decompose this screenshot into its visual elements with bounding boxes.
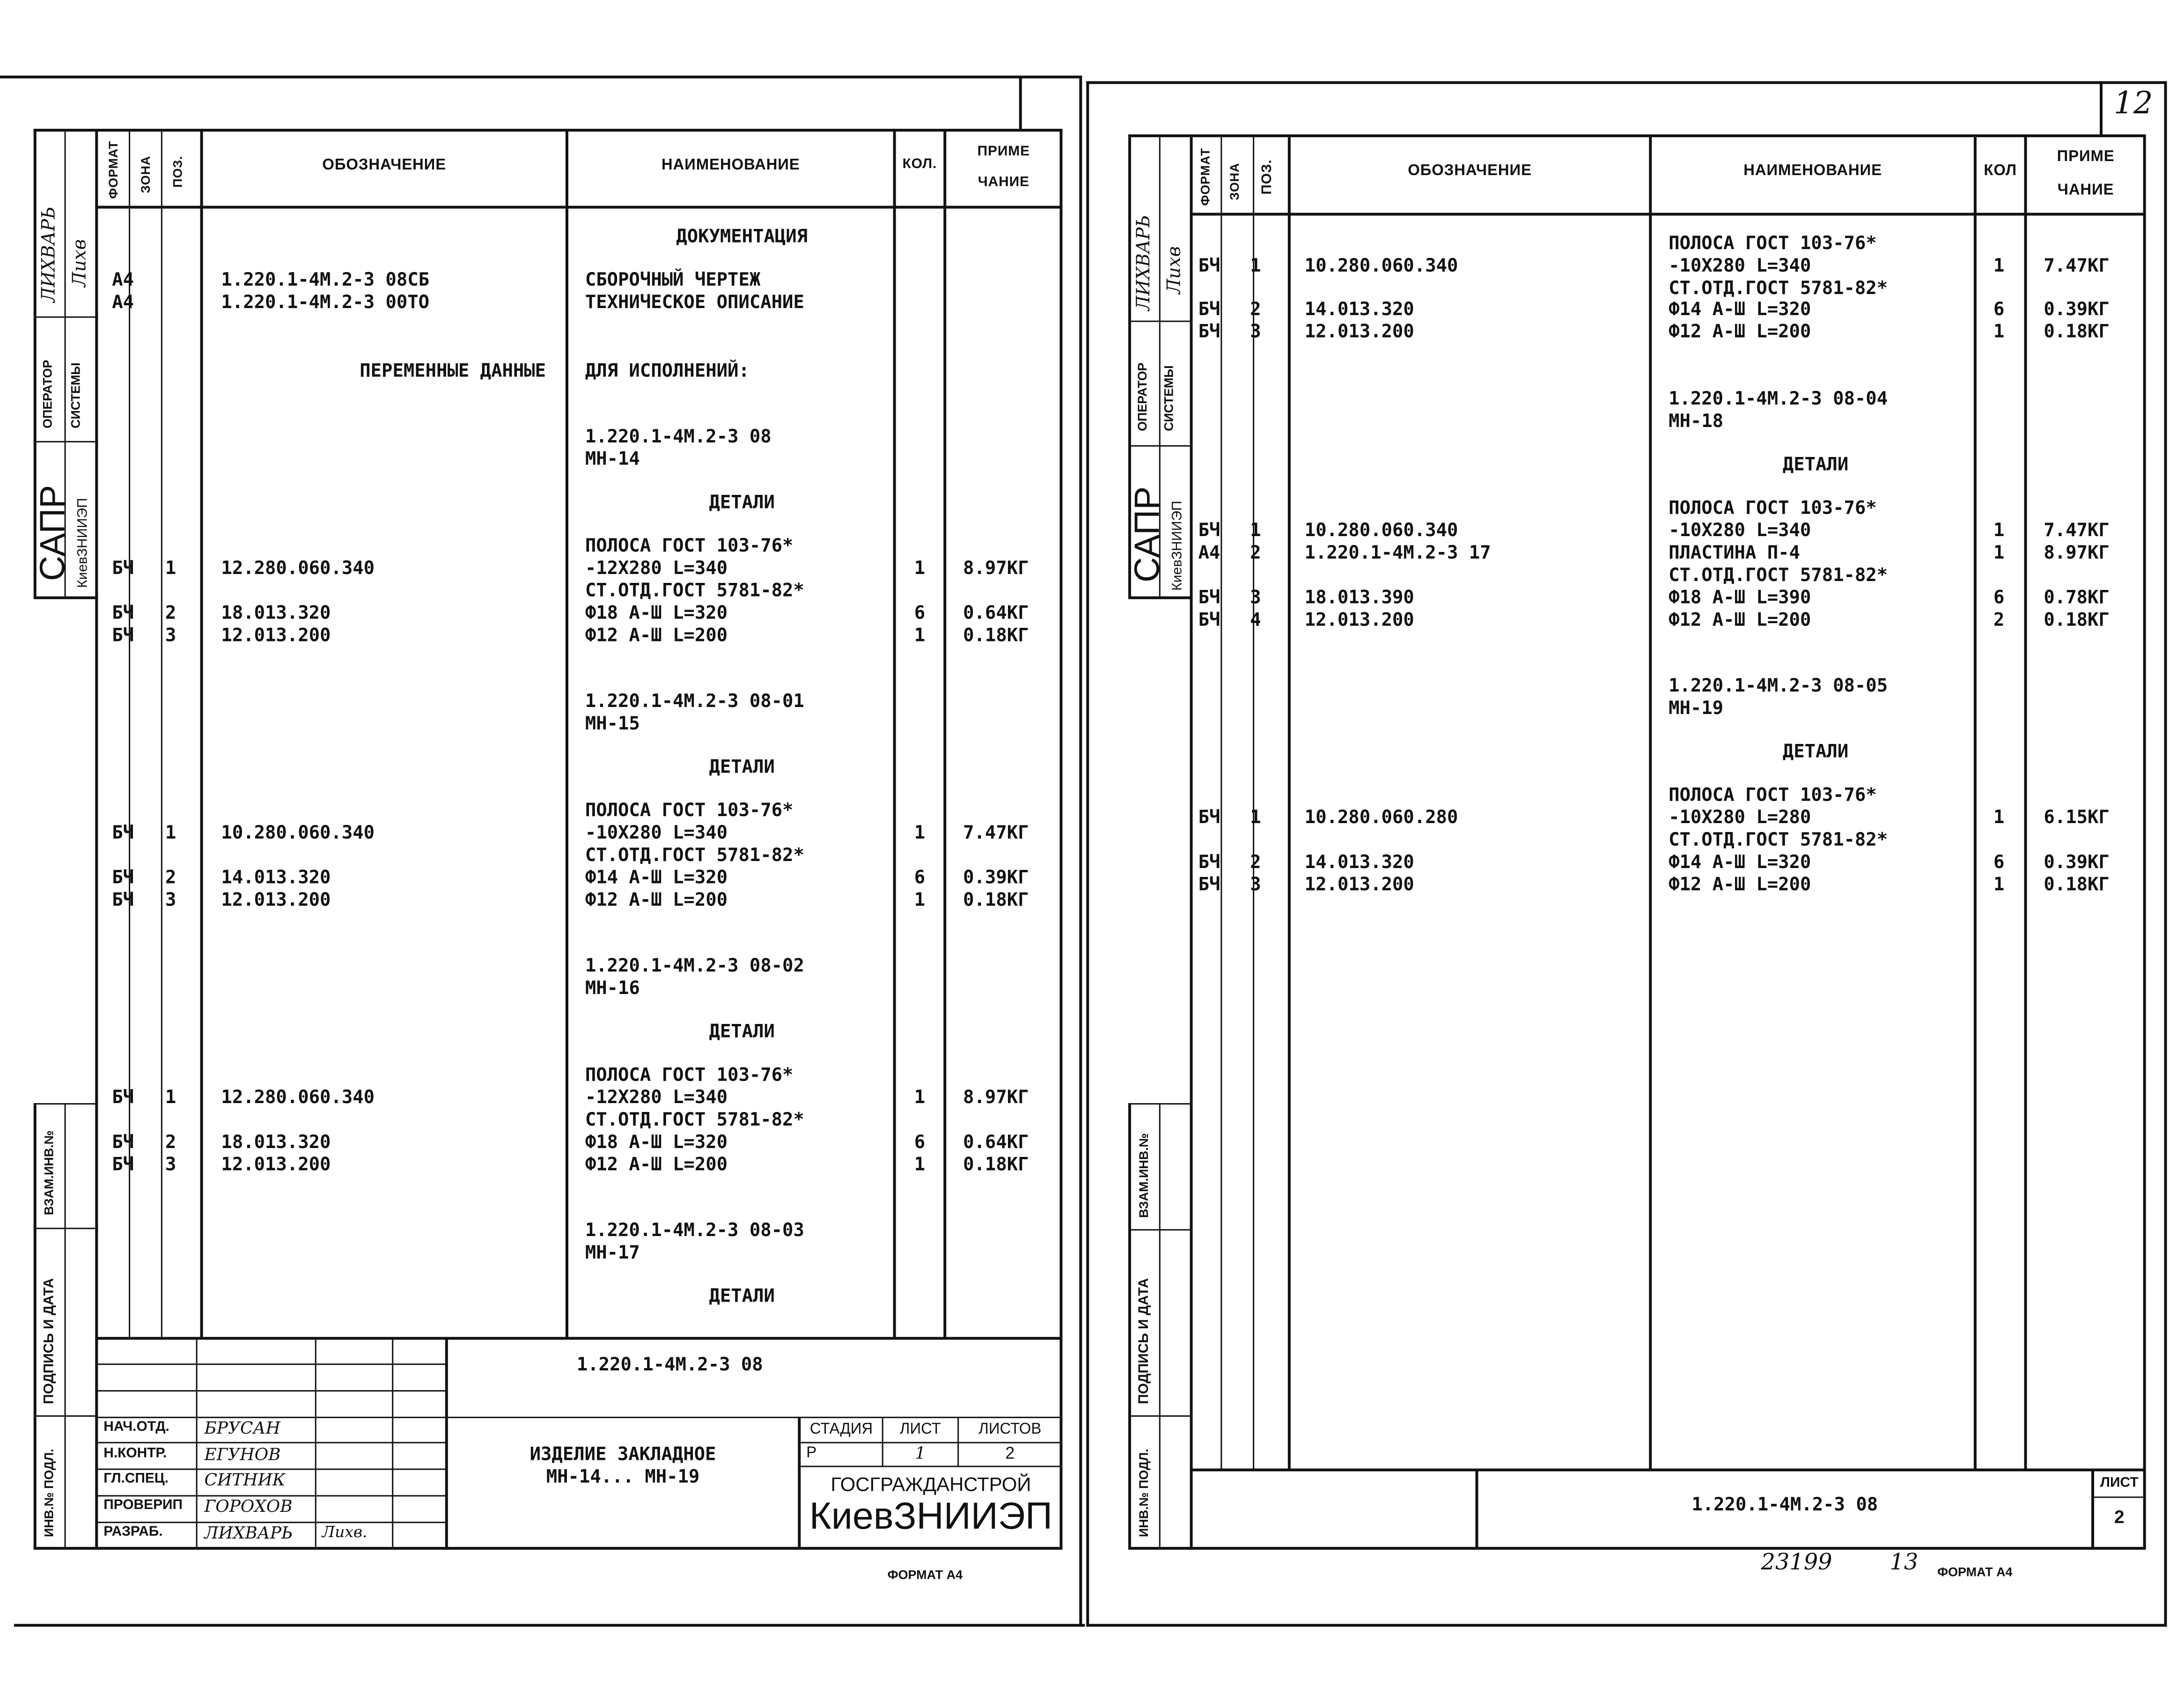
row-designation: 14.013.320 — [221, 868, 331, 889]
right-side-sapr: САПР — [1128, 486, 1168, 582]
row-name: 1.220.1-4М.2-3 08 — [585, 427, 772, 448]
row-format: БЧ — [112, 868, 134, 889]
row-name: -10Х280 L=340 — [1669, 521, 1811, 542]
row-format: БЧ — [112, 559, 134, 580]
row-name: ДЕТАЛИ — [1782, 455, 1849, 476]
row-designation: 12.013.200 — [1304, 875, 1414, 896]
row-name: Ф12 А-Ш L=200 — [1669, 875, 1811, 896]
row-qty: 1 — [914, 823, 926, 844]
header-name: НАИМЕНОВАНИЕ — [661, 156, 800, 174]
right-side-operator-2: СИСТЕМЫ — [1162, 365, 1176, 431]
row-format: БЧ — [1198, 322, 1221, 343]
row-name: Ф14 А-Ш L=320 — [1669, 299, 1811, 321]
left-doc-code: 1.220.1-4М.2-3 08 — [576, 1355, 763, 1377]
row-name: ПОЛОСА ГОСТ 103-76* — [1669, 785, 1877, 807]
row-format: БЧ — [112, 603, 134, 625]
row-qty: 6 — [1993, 852, 2005, 874]
right-side-podpis: ПОДПИСЬ И ДАТА — [1136, 1278, 1152, 1404]
row-qty: 1 — [1993, 543, 2005, 564]
side-institute: КиевЗНИИЭП — [75, 498, 91, 588]
header-format: ФОРМАТ — [106, 140, 121, 199]
right-format-label: ФОРМАТ А4 — [1937, 1565, 2013, 1579]
right-header-zone: ЗОНА — [1228, 162, 1242, 200]
row-note: 0.39КГ — [2044, 852, 2110, 874]
role-person: СИТНИК — [204, 1470, 286, 1490]
row-format: БЧ — [1198, 875, 1221, 896]
row-name: ДЕТАЛИ — [709, 1286, 775, 1308]
row-note: 0.18КГ — [963, 890, 1029, 912]
row-qty: 6 — [914, 1132, 926, 1154]
row-qty: 2 — [1993, 610, 2005, 632]
row-format: БЧ — [112, 1155, 134, 1176]
row-qty: 1 — [1993, 875, 2005, 896]
row-note: 0.39КГ — [2044, 299, 2110, 321]
right-side-operator-1: ОПЕРАТОР — [1135, 362, 1149, 431]
row-qty: 6 — [1993, 299, 2005, 321]
row-name: 1.220.1-4М.2-3 08-03 — [585, 1221, 804, 1242]
row-format: БЧ — [112, 1088, 134, 1109]
row-designation: 10.280.060.340 — [1304, 256, 1458, 278]
row-name: ДЕТАЛИ — [1782, 742, 1849, 763]
row-name: ДОКУМЕНТАЦИЯ — [676, 227, 808, 248]
role-label: ПРОВЕРИП — [103, 1498, 183, 1514]
row-name: ПОЛОСА ГОСТ 103-76* — [1669, 498, 1877, 520]
row-designation: 10.280.060.280 — [1304, 808, 1458, 829]
row-name: СТ.ОТД.ГОСТ 5781-82* — [1669, 565, 1888, 587]
right-sheet-label: ЛИСТ — [2100, 1475, 2139, 1491]
row-qty: 1 — [914, 1155, 926, 1176]
header-pos: ПОЗ. — [170, 155, 185, 188]
row-pos: 3 — [165, 626, 176, 647]
row-note: 6.15КГ — [2044, 808, 2110, 829]
side-signature: Лихв — [70, 239, 91, 287]
row-name: -10Х280 L=340 — [1669, 256, 1811, 278]
left-item-title-1: ИЗДЕЛИЕ ЗАКЛАДНОЕ — [529, 1444, 716, 1466]
row-name: ПЛАСТИНА П-4 — [1669, 543, 1800, 564]
row-note: 7.47КГ — [2044, 256, 2110, 278]
role-label: ГЛ.СПЕЦ. — [103, 1471, 169, 1487]
row-name: Ф14 А-Ш L=320 — [1669, 852, 1811, 874]
right-header-qty: КОЛ — [1984, 162, 2017, 179]
row-designation: 1.220.1-4М.2-3 17 — [1304, 543, 1491, 564]
row-format: БЧ — [112, 890, 134, 912]
row-name: 1.220.1-4М.2-3 08-02 — [585, 956, 804, 978]
side-name-handwritten: ЛИХВАРЬ — [39, 206, 60, 302]
row-name: СТ.ОТД.ГОСТ 5781-82* — [1669, 830, 1888, 851]
row-qty: 1 — [1993, 322, 2005, 343]
row-pos: 2 — [1250, 299, 1261, 321]
row-format: БЧ — [112, 823, 134, 844]
row-pos: 3 — [1250, 322, 1261, 343]
side-vzam: ВЗАМ.ИНВ.№ — [42, 1130, 56, 1215]
right-doc-code: 1.220.1-4М.2-3 08 — [1691, 1495, 1878, 1517]
row-name: 1.220.1-4М.2-3 08-05 — [1669, 676, 1888, 698]
row-format: А4 — [112, 270, 134, 291]
right-header-note-2: ЧАНИЕ — [2057, 182, 2114, 199]
header-note-2: ЧАНИЕ — [978, 175, 1029, 191]
row-format: БЧ — [1198, 588, 1221, 609]
row-name: ДЕТАЛИ — [709, 493, 775, 514]
row-designation: 12.013.200 — [221, 626, 331, 647]
right-side-vzam: ВЗАМ.ИНВ.№ — [1136, 1133, 1151, 1218]
row-name: СТ.ОТД.ГОСТ 5781-82* — [585, 845, 804, 867]
left-stage-label: СТАДИЯ — [809, 1421, 873, 1438]
row-pos: 2 — [165, 868, 176, 889]
row-pos: 2 — [165, 603, 176, 625]
row-qty: 1 — [1993, 808, 2005, 829]
row-designation: 18.013.390 — [1304, 588, 1414, 609]
row-qty: 6 — [1993, 588, 2005, 609]
row-designation: 14.013.320 — [1304, 299, 1414, 321]
row-name: Ф14 А-Ш L=320 — [585, 868, 728, 889]
right-side-signature: Лихв — [1164, 246, 1186, 294]
side-operator-2: СИСТЕМЫ — [68, 362, 83, 428]
row-note: 0.18КГ — [2044, 322, 2110, 343]
row-name: Ф18 А-Ш L=320 — [585, 1132, 728, 1154]
row-name: МН-14 — [585, 449, 640, 471]
row-format: БЧ — [1198, 299, 1221, 321]
role-label: Н.КОНТР. — [103, 1446, 167, 1462]
row-name: -12Х280 L=340 — [585, 1088, 728, 1109]
right-header-format: ФОРМАТ — [1198, 147, 1213, 206]
row-pos: 2 — [165, 1132, 176, 1154]
row-pos: 2 — [1250, 543, 1261, 564]
row-name: -10Х280 L=340 — [585, 823, 728, 844]
row-note: 8.97КГ — [963, 1088, 1029, 1109]
role-person: ЕГУНОВ — [204, 1444, 281, 1465]
row-name: Ф12 А-Ш L=200 — [585, 1155, 728, 1176]
row-designation: 14.013.320 — [1304, 852, 1414, 874]
left-sheets-label: ЛИСТОВ — [978, 1421, 1042, 1438]
row-pos: 3 — [1250, 588, 1261, 609]
row-designation: 1.220.1-4М.2-3 08СБ — [221, 270, 430, 291]
row-note: 8.97КГ — [963, 559, 1029, 580]
row-name: Ф12 А-Ш L=200 — [1669, 610, 1811, 632]
left-org-1: ГОСГРАЖДАНСТРОЙ — [831, 1472, 1031, 1495]
side-inv: ИНВ.№ ПОДЛ. — [42, 1449, 56, 1538]
row-name: -12Х280 L=340 — [585, 559, 728, 580]
row-qty: 1 — [1993, 256, 2005, 278]
row-note: 0.18КГ — [2044, 610, 2110, 632]
right-sheet: 2 — [2114, 1506, 2125, 1528]
right-archive-number: 23199 — [1761, 1548, 1832, 1575]
right-side-institute: КиевЗНИИЭП — [1170, 501, 1186, 591]
row-qty: 1 — [914, 626, 926, 647]
header-note-1: ПРИМЕ — [977, 144, 1030, 160]
row-name: МН-16 — [585, 979, 640, 1000]
right-side-name-handwritten: ЛИХВАРЬ — [1133, 215, 1155, 311]
row-format: БЧ — [1198, 256, 1221, 278]
right-header-note-1: ПРИМЕ — [2057, 148, 2115, 165]
row-format: БЧ — [112, 626, 134, 647]
row-qty: 6 — [914, 603, 926, 625]
row-note: 0.64КГ — [963, 1132, 1029, 1154]
side-operator-1: ОПЕРАТОР — [40, 360, 55, 428]
right-side-inv: ИНВ.№ ПОДЛ. — [1136, 1449, 1151, 1538]
row-note: 8.97КГ — [2044, 543, 2110, 564]
header-zone: ЗОНА — [139, 155, 153, 193]
row-format: БЧ — [112, 1132, 134, 1154]
right-header-pos: ПОЗ. — [1260, 159, 1275, 195]
row-format: БЧ — [1198, 852, 1221, 874]
row-designation: 12.280.060.340 — [221, 1088, 375, 1109]
row-note: 0.18КГ — [963, 626, 1029, 647]
right-archive-sheet: 13 — [1890, 1548, 1919, 1575]
row-name: 1.220.1-4М.2-3 08-04 — [1669, 389, 1888, 411]
row-name: Ф12 А-Ш L=200 — [585, 626, 728, 647]
row-name: СТ.ОТД.ГОСТ 5781-82* — [585, 581, 804, 602]
row-qty: 1 — [1993, 521, 2005, 542]
right-header-name: НАИМЕНОВАНИЕ — [1743, 162, 1882, 179]
right-header-designation: ОБОЗНАЧЕНИЕ — [1408, 162, 1532, 179]
row-note: 0.18КГ — [2044, 875, 2110, 896]
side-podpis: ПОДПИСЬ И ДАТА — [42, 1278, 58, 1404]
row-pos: 1 — [165, 559, 176, 580]
row-note: 7.47КГ — [2044, 521, 2110, 542]
row-name: МН-18 — [1669, 412, 1724, 433]
header-designation: ОБОЗНАЧЕНИЕ — [322, 156, 447, 174]
row-format: А4 — [1198, 543, 1221, 564]
row-format: БЧ — [1198, 808, 1221, 829]
role-label: РАЗРАБ. — [103, 1524, 163, 1540]
side-sapr: САПР — [33, 485, 73, 581]
left-sheets: 2 — [1005, 1443, 1015, 1463]
row-pos: 3 — [1250, 875, 1261, 896]
row-pos: 1 — [1250, 521, 1261, 542]
row-name: МН-17 — [585, 1243, 640, 1264]
row-pos: 1 — [1250, 808, 1261, 829]
row-note: 7.47КГ — [963, 823, 1029, 844]
row-qty: 1 — [914, 559, 926, 580]
row-name: ПОЛОСА ГОСТ 103-76* — [585, 536, 794, 558]
row-designation: 12.280.060.340 — [221, 559, 375, 580]
row-qty: 1 — [914, 890, 926, 912]
row-designation: 12.013.200 — [221, 1155, 331, 1176]
row-pos: 4 — [1250, 610, 1261, 632]
left-org-2: КиевЗНИИЭП — [809, 1495, 1052, 1538]
row-designation: ПЕРЕМЕННЫЕ ДАННЫЕ — [360, 361, 546, 383]
row-note: 0.64КГ — [963, 603, 1029, 625]
row-name: ПОЛОСА ГОСТ 103-76* — [585, 1065, 794, 1087]
row-pos: 1 — [165, 1088, 176, 1109]
row-qty: 6 — [914, 868, 926, 889]
row-designation: 12.013.200 — [221, 890, 331, 912]
role-person: ЛИХВАРЬ — [204, 1523, 293, 1543]
row-name: МН-15 — [585, 714, 640, 735]
row-designation: 10.280.060.340 — [221, 823, 375, 844]
row-note: 0.18КГ — [963, 1155, 1029, 1176]
row-name: СБОРОЧНЫЙ ЧЕРТЕЖ — [585, 270, 761, 291]
right-page-number: 12 — [2113, 87, 2153, 122]
row-designation: 18.013.320 — [221, 603, 331, 625]
row-name: ДЛЯ ИСПОЛНЕНИЙ: — [585, 361, 750, 383]
row-pos: 3 — [165, 1155, 176, 1176]
row-designation: 18.013.320 — [221, 1132, 331, 1154]
role-person: БРУСАН — [204, 1418, 280, 1438]
row-pos: 1 — [1250, 256, 1261, 278]
left-format-label: ФОРМАТ А4 — [887, 1568, 963, 1582]
row-designation: 1.220.1-4М.2-3 00ТО — [221, 292, 430, 314]
left-sheet: 1 — [915, 1443, 926, 1463]
row-name: Ф12 А-Ш L=200 — [1669, 322, 1811, 343]
row-pos: 3 — [165, 890, 176, 912]
row-name: СТ.ОТД.ГОСТ 5781-82* — [585, 1110, 804, 1131]
row-format: БЧ — [1198, 521, 1221, 542]
row-designation: 12.013.200 — [1304, 610, 1414, 632]
row-name: МН-19 — [1669, 699, 1724, 720]
row-qty: 1 — [914, 1088, 926, 1109]
row-name: ТЕХНИЧЕСКОЕ ОПИСАНИЕ — [585, 292, 804, 314]
row-name: ДЕТАЛИ — [709, 757, 775, 779]
row-designation: 10.280.060.340 — [1304, 521, 1458, 542]
row-pos: 2 — [1250, 852, 1261, 874]
left-sheet-label: ЛИСТ — [899, 1421, 941, 1438]
row-pos: 1 — [165, 823, 176, 844]
row-name: Ф12 А-Ш L=200 — [585, 890, 728, 912]
left-stage: Р — [806, 1444, 817, 1462]
row-format: БЧ — [1198, 610, 1221, 632]
role-label: НАЧ.ОТД. — [103, 1419, 169, 1435]
row-note: 0.39КГ — [963, 868, 1029, 889]
left-item-title-2: МН-14... МН-19 — [546, 1467, 700, 1488]
row-name: ДЕТАЛИ — [709, 1022, 775, 1043]
row-designation: 12.013.200 — [1304, 322, 1414, 343]
role-signature: Лихв. — [322, 1523, 368, 1541]
row-note: 0.78КГ — [2044, 588, 2110, 609]
row-name: Ф18 А-Ш L=320 — [585, 603, 728, 625]
row-name: ПОЛОСА ГОСТ 103-76* — [585, 801, 794, 822]
role-person: ГОРОХОВ — [204, 1496, 293, 1517]
header-qty: КОЛ. — [902, 156, 937, 172]
row-name: ПОЛОСА ГОСТ 103-76* — [1669, 234, 1877, 255]
row-format: А4 — [112, 292, 134, 314]
row-name: -10Х280 L=280 — [1669, 808, 1811, 829]
row-name: СТ.ОТД.ГОСТ 5781-82* — [1669, 279, 1888, 300]
row-name: Ф18 А-Ш L=390 — [1669, 588, 1811, 609]
row-name: 1.220.1-4М.2-3 08-01 — [585, 692, 804, 713]
